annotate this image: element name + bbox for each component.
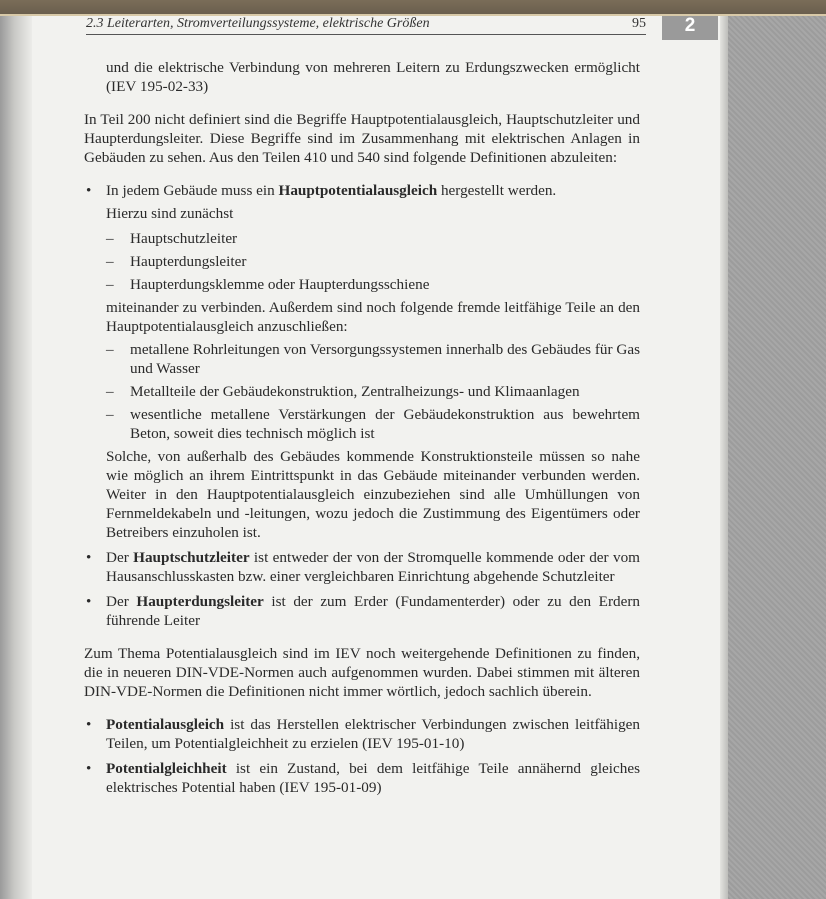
text-run: ist ein Zustand, bei dem leitfähige Teile annähernd gleiches elektrisches Potential haben (IEV 195-01-09) <box>106 760 640 796</box>
dash-text: metallene Rohrleitungen von Versorgungssystemen innerhalb des Gebäudes für Gas und Wasser <box>130 341 640 377</box>
bullet-text <box>106 181 640 200</box>
bullet-marker: • <box>86 760 92 777</box>
bullet-potentialgleichheit <box>84 759 640 797</box>
dash-marker: – <box>106 383 114 400</box>
paragraph-continuation: und die elektrische Verbindung von mehreren Leitern zu Erdungszwecken ermöglicht (IEV 195-02-33) <box>106 59 640 95</box>
term-bold: Potentialausgleich <box>106 716 225 733</box>
dash-marker: – <box>106 230 114 247</box>
dash-item <box>84 382 640 401</box>
text-run: Der <box>106 593 137 610</box>
bullet-marker: • <box>86 593 92 610</box>
dash-text: Haupterdungsklemme oder Haupterdungsschiene <box>130 276 430 293</box>
dash-item <box>84 340 640 378</box>
background-surface <box>728 16 826 899</box>
page-number: 95 <box>632 16 646 31</box>
term-bold: Hauptpotentialausgleich <box>278 182 438 199</box>
dash-marker: – <box>106 276 114 293</box>
dash-item <box>84 275 640 294</box>
window-top-border <box>0 0 826 16</box>
text-run: ist das Herstellen elektrischer Verbindungen zwischen leitfähigen Teilen, um Potentialgleichheit zu erzielen (IEV 195-01-10) <box>106 716 640 752</box>
bullet-middle-text: miteinander zu verbinden. Außerdem sind noch folgende fremde leitfähige Teile an den Hauptpotentialausgleich anzuschließen: <box>106 299 640 335</box>
bullet-text <box>106 592 640 630</box>
dash-text: Hauptschutzleiter <box>130 230 238 247</box>
paragraph-iev: Zum Thema Potentialausgleich sind im IEV noch weitergehende Definitionen zu finden, die in neueren DIN-VDE-Normen auch aufgenommen wurden. Dabei stimmen mit älteren DIN-VDE-Normen die Definitionen nicht immer wörtlich, jedoch sachlich überein. <box>84 645 640 700</box>
bullet-potentialausgleich <box>84 715 640 753</box>
bullet-marker: • <box>86 716 92 733</box>
running-title: 2.3 Leiterarten, Stromverteilungssysteme, elektrische Größen <box>86 16 430 31</box>
dash-marker: – <box>106 406 114 423</box>
running-header <box>86 16 646 35</box>
bullet-text <box>106 759 640 797</box>
bullet-haupterdungsleiter <box>84 592 640 630</box>
bullet-hauptpotentialausgleich <box>84 181 640 223</box>
term-bold: Hauptschutzleiter <box>133 549 250 566</box>
text-run: Der <box>106 549 134 566</box>
dash-item <box>84 229 640 248</box>
text-run: ist entweder der von der Stromquelle kommende oder der vom Hausanschlusskasten bzw. einer vergleichbaren Einrichtung abgehende Schutzleiter <box>106 549 640 585</box>
bullet-marker: • <box>86 182 92 199</box>
chapter-tab: 2 <box>662 16 718 40</box>
book-gutter-shadow <box>0 16 32 899</box>
text-run: In jedem Gebäude muss ein <box>106 182 279 199</box>
dash-marker: – <box>106 341 114 358</box>
dash-text: Haupterdungsleiter <box>130 253 247 270</box>
text-run: hergestellt werden. <box>437 182 557 199</box>
bullet-tail-text: Solche, von außerhalb des Gebäudes kommende Konstruktionsteile müssen so nahe wie möglich an ihrem Eintrittspunkt in das Gebäude miteinander verbunden werden. Weiter in den Hauptpotentialausgleich einzubeziehen sind alle Umhüllungen von Fernmeldekabeln und -leitungen, wozu jedoch die Zustimmung des Eigentümers oder Betreibers einzuholen ist. <box>106 448 640 541</box>
bullet-text <box>106 548 640 586</box>
term-bold: Haupterdungsleiter <box>136 593 264 610</box>
scanned-book-page <box>0 16 728 899</box>
dash-item <box>84 405 640 443</box>
dash-text: wesentliche metallene Verstärkungen der Gebäudekonstruktion aus bewehrtem Beton, soweit dies technisch möglich ist <box>130 406 640 442</box>
bullet-line: Hierzu sind zunächst <box>106 205 234 222</box>
page-edge-shadow <box>720 16 728 899</box>
dash-text: Metallteile der Gebäudekonstruktion, Zentralheizungs- und Klimaanlagen <box>130 383 580 400</box>
bullet-hauptschutzleiter <box>84 548 640 586</box>
bullet-text <box>106 715 640 753</box>
dash-marker: – <box>106 253 114 270</box>
bullet-marker: • <box>86 549 92 566</box>
page-body <box>84 58 640 797</box>
text-run: ist der zum Erder (Fundamenterder) oder zu den Erdern führende Leiter <box>106 593 640 629</box>
term-bold: Potentialgleichheit <box>106 760 227 777</box>
dash-item <box>84 252 640 271</box>
paragraph-intro: In Teil 200 nicht definiert sind die Begriffe Hauptpotentialausgleich, Hauptschutzleiter und Haupterdungsleiter. Diese Begriffe sind im Zusammenhang mit elektrischen Anlagen in Gebäuden zu sehen. Aus den Teilen 410 und 540 sind folgende Definitionen abzuleiten: <box>84 111 640 166</box>
